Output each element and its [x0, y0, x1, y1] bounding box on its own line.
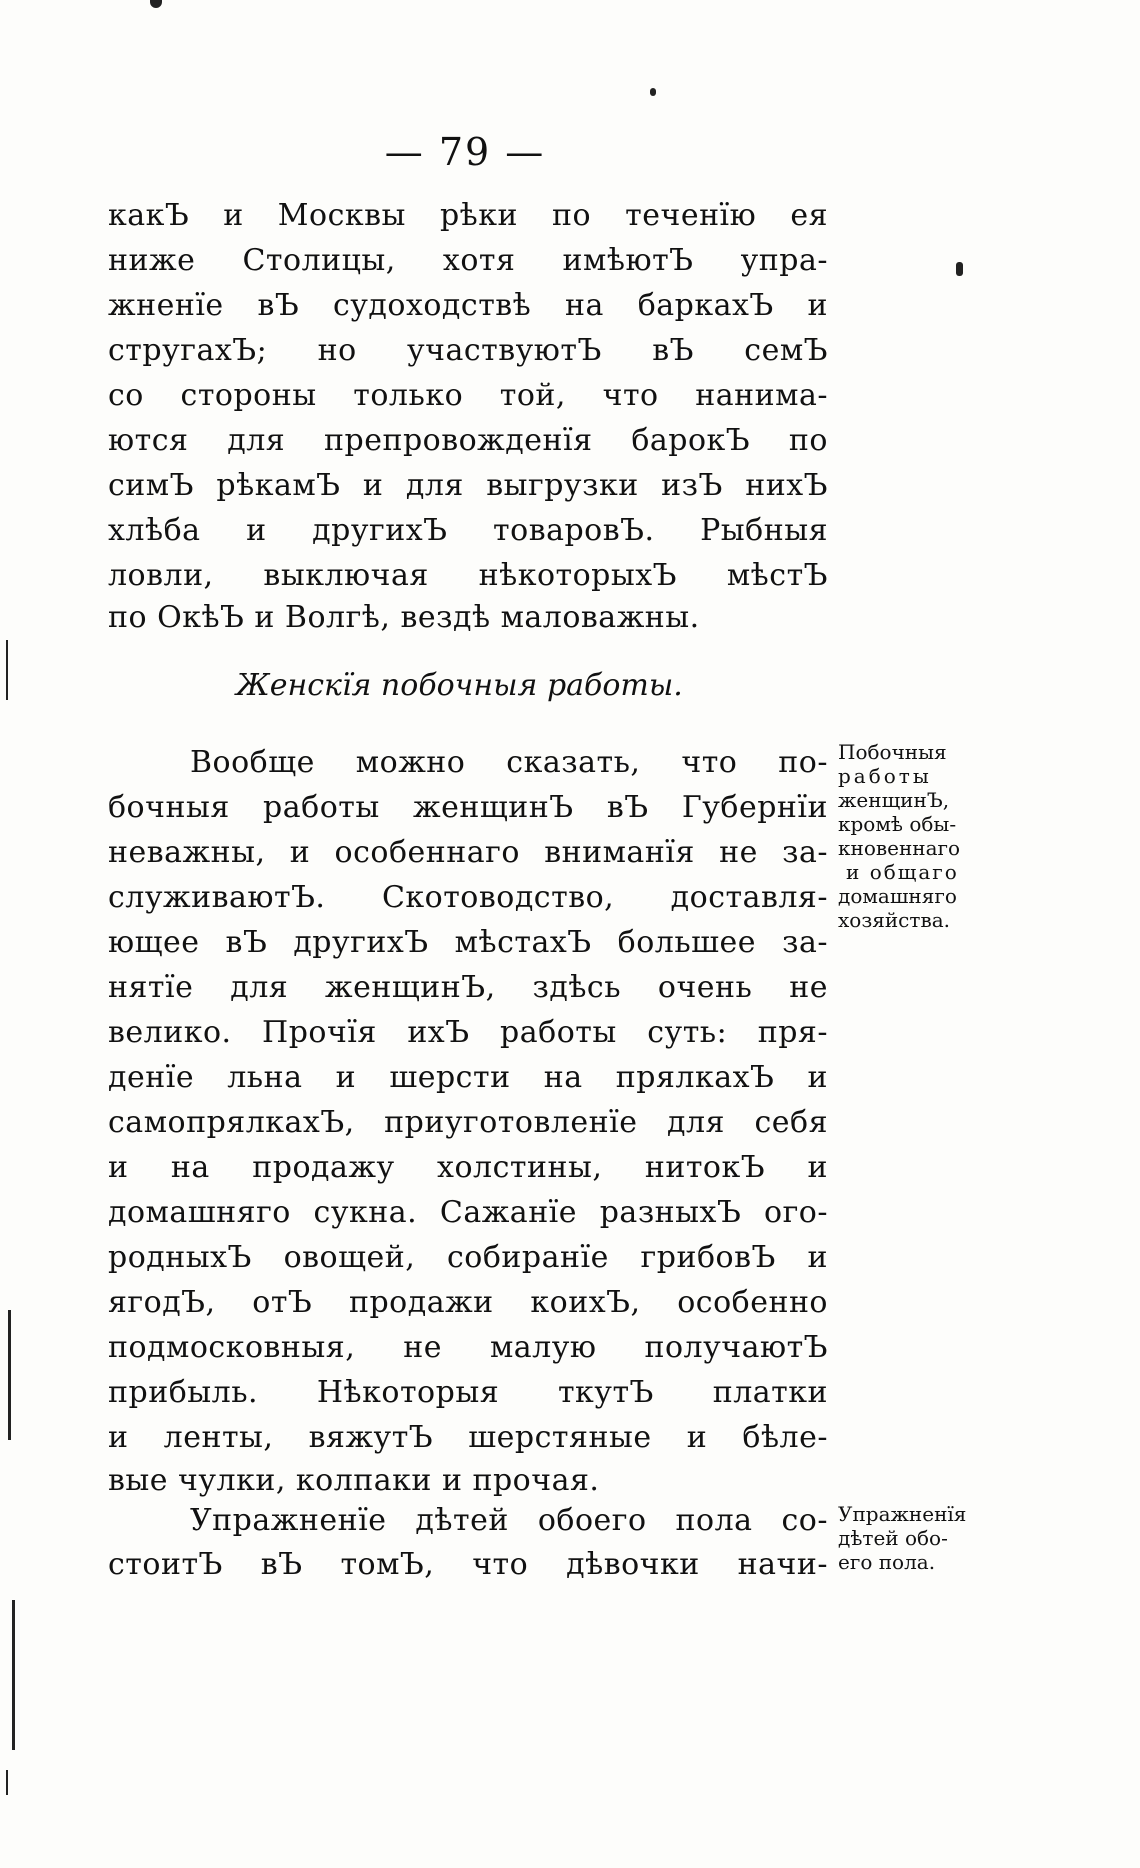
text-line: велико. Прочїя ихЪ работы суть: пря-	[108, 1015, 828, 1050]
text-line: ловли, выключая нѣкоторыхЪ мѣстЪ	[108, 558, 828, 593]
text-line: родныхЪ овощей, собиранїе грибовЪ и	[108, 1240, 828, 1275]
text-line: симЪ рѣкамЪ и для выгрузки изЪ нихЪ	[108, 468, 828, 503]
text-line: бочныя работы женщинЪ вЪ Губернїи	[108, 790, 828, 825]
scan-edge-line	[8, 1310, 11, 1440]
text-line: домашняго сукна. Сажанїе разныхЪ ого-	[108, 1195, 828, 1230]
text-line: ющее вЪ другихЪ мѣстахЪ большее за-	[108, 925, 828, 960]
margin-note-line: кромѣ обы-	[838, 812, 957, 836]
text-line: ягодЪ, отЪ продажи коихЪ, особенно	[108, 1285, 828, 1320]
scan-mark-top	[150, 0, 162, 8]
text-line: и на продажу холстины, нитокЪ и	[108, 1150, 828, 1185]
margin-note-line: Побочныя	[838, 740, 947, 764]
text-line: жненїе вЪ судоходствѣ на баркахЪ и	[108, 288, 828, 323]
margin-note-line: кновеннаго	[838, 836, 961, 860]
margin-note-side-work	[838, 740, 1018, 932]
text-line: денїе льна и шерсти на прялкахЪ и	[108, 1060, 828, 1095]
margin-note-line: хозяйства.	[838, 908, 950, 932]
margin-note-line: дѣтей обо-	[838, 1526, 948, 1550]
text-line: стругахЪ; но участвуютЪ вЪ семЪ	[108, 333, 828, 368]
text-line: нятїе для женщинЪ, здѣсь очень не	[108, 970, 828, 1005]
scan-edge-line	[6, 1770, 8, 1795]
text-line: со стороны только той, что нанима-	[108, 378, 828, 413]
text-line: Вообще можно сказать, что по-	[190, 745, 828, 780]
text-line: и ленты, вяжутЪ шерстяные и бѣле-	[108, 1420, 828, 1455]
scan-edge-line	[12, 1600, 15, 1750]
scan-edge-line	[6, 640, 8, 700]
scan-mark-dot	[650, 88, 656, 96]
scan-mark-right-dot	[956, 262, 963, 276]
text-line: какЪ и Москвы рѣки по теченїю ея	[108, 198, 828, 233]
text-line: хлѣба и другихЪ товаровЪ. Рыбныя	[108, 513, 828, 548]
text-line: подмосковныя, не малую получаютЪ	[108, 1330, 828, 1365]
margin-note-line: его пола.	[838, 1550, 936, 1574]
page-number: — 79 —	[384, 130, 546, 174]
margin-note-line: работы	[838, 764, 932, 788]
text-line: по ОкѣЪ и Волгѣ, вездѣ маловажны.	[108, 600, 700, 635]
margin-note-line: и общаго	[846, 860, 959, 884]
text-line: прибыль. Нѣкоторыя ткутЪ платки	[108, 1375, 828, 1410]
text-line: служиваютЪ. Скотоводство, доставля-	[108, 880, 828, 915]
margin-note-line: домашняго	[838, 884, 957, 908]
section-heading: Женскїя побочныя работы.	[236, 668, 683, 703]
margin-note-line: женщинЪ,	[838, 788, 950, 812]
margin-note-line: Упражненїя	[838, 1502, 967, 1526]
text-line: самопрялкахЪ, приуготовленїе для себя	[108, 1105, 828, 1140]
text-line: ниже Столицы, хотя имѣютЪ упра-	[108, 243, 828, 278]
text-line: стоитЪ вЪ томЪ, что дѣвочки начи-	[108, 1547, 828, 1582]
margin-note-children	[838, 1502, 1018, 1574]
text-line: Упражненїе дѣтей обоего пола со-	[190, 1503, 828, 1538]
text-line: ются для препровожденїя барокЪ по	[108, 423, 828, 458]
text-line: неважны, и особеннаго вниманїя не за-	[108, 835, 828, 870]
text-line: вые чулки, колпаки и прочая.	[108, 1463, 600, 1498]
